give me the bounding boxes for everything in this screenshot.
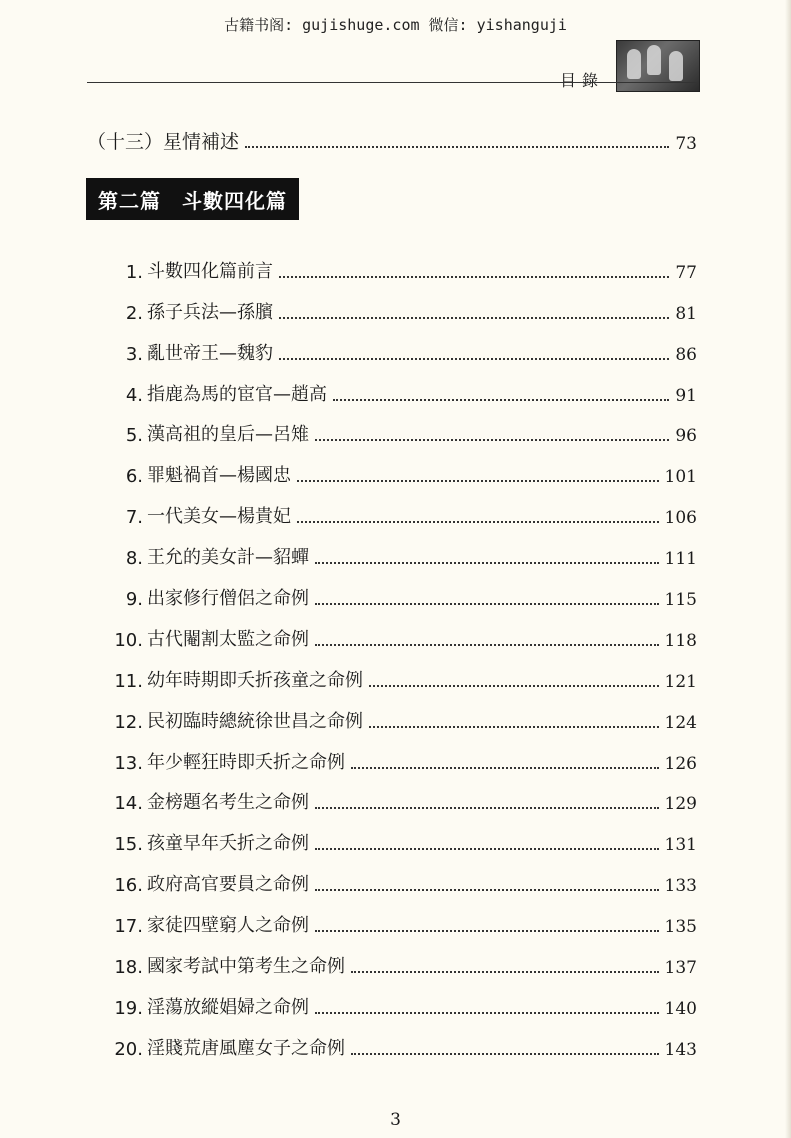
leader-dots	[315, 889, 659, 891]
toc-entry-title: 漢高祖的皇后—呂雉	[147, 424, 309, 446]
toc-list	[95, 242, 697, 1060]
toc-entry-number: 2.	[125, 302, 143, 324]
toc-entry-title: 金榜題名考生之命例	[147, 792, 309, 814]
toc-entry-page: 73	[675, 134, 697, 154]
leader-dots	[315, 930, 659, 932]
leader-dots	[245, 146, 669, 148]
leader-dots	[297, 521, 659, 523]
toc-entry-page: 140	[664, 998, 697, 1019]
toc-entry-number: 17.	[114, 916, 143, 938]
leader-dots	[315, 807, 659, 809]
toc-entry-title: 出家修行僧侶之命例	[147, 588, 309, 610]
leader-dots	[351, 1053, 659, 1055]
toc-entry-number: 10.	[114, 629, 143, 651]
toc-entry-number: 20.	[114, 1038, 143, 1060]
header-divider	[87, 82, 697, 83]
leader-dots	[279, 358, 669, 360]
leader-dots	[369, 726, 659, 728]
toc-entry-number: 18.	[114, 957, 143, 979]
leader-dots	[315, 848, 659, 850]
toc-entry-page: 106	[664, 508, 697, 529]
toc-entry-number: 15.	[114, 834, 143, 856]
toc-entry-title: 年少輕狂時即夭折之命例	[147, 751, 345, 773]
toc-entry-title: 淫賤荒唐風塵女子之命例	[147, 1037, 345, 1059]
toc-entry-title: （十三）星情補述	[87, 131, 240, 153]
toc-entry-title: 亂世帝王—魏豹	[147, 342, 273, 364]
toc-entry[interactable]	[95, 242, 697, 283]
toc-entry[interactable]	[95, 651, 697, 692]
leader-dots	[315, 562, 659, 564]
toc-entry[interactable]	[95, 528, 697, 569]
leader-dots	[315, 644, 659, 646]
hand-icon	[627, 49, 641, 79]
toc-entry-page: 129	[664, 794, 697, 815]
toc-entry-title: 一代美女—楊貴妃	[147, 506, 291, 528]
watermark-text: 古籍书阁: gujishuge.com 微信: yishanguji	[224, 16, 567, 34]
toc-entry-title: 王允的美女計—貂蟬	[147, 547, 309, 569]
toc-entry[interactable]	[95, 324, 697, 365]
toc-entry[interactable]	[95, 896, 697, 937]
toc-entry-title: 孫子兵法—孫臏	[147, 301, 273, 323]
toc-entry[interactable]	[95, 283, 697, 324]
toc-entry-page: 135	[664, 917, 697, 938]
toc-entry-page: 124	[664, 712, 697, 733]
toc-entry-number: 7.	[125, 507, 143, 529]
leader-dots	[297, 480, 659, 482]
section-title: 第二篇 斗數四化篇	[98, 188, 287, 213]
toc-entry-page: 137	[664, 958, 697, 979]
toc-entry[interactable]	[95, 365, 697, 406]
toc-entry[interactable]	[95, 446, 697, 487]
toc-entry-number: 4.	[125, 384, 143, 406]
leader-dots	[279, 317, 669, 319]
toc-entry-page: 96	[675, 426, 697, 447]
toc-entry-number: 6.	[125, 466, 143, 488]
leader-dots	[315, 439, 669, 441]
toc-entry-number: 11.	[114, 670, 143, 692]
toc-entry-page: 81	[675, 303, 697, 324]
toc-entry-title: 孩童早年夭折之命例	[147, 833, 309, 855]
toc-entry-page: 111	[664, 549, 697, 570]
toc-entry-page: 101	[664, 467, 697, 488]
leader-dots	[333, 399, 669, 401]
toc-entry-number: 13.	[114, 752, 143, 774]
toc-entry-number: 19.	[114, 997, 143, 1019]
toc-entry-previous[interactable]	[87, 122, 697, 154]
header-hands-image	[616, 40, 700, 92]
toc-entry-number: 14.	[114, 793, 143, 815]
toc-entry-page: 126	[664, 753, 697, 774]
leader-dots	[351, 971, 659, 973]
hand-icon	[647, 45, 661, 75]
toc-entry-title: 指鹿為馬的宦官—趙高	[147, 383, 327, 405]
toc-entry-page: 118	[664, 630, 697, 651]
toc-entry-title: 古代閹割太監之命例	[147, 628, 309, 650]
leader-dots	[315, 1012, 659, 1014]
hand-icon	[669, 51, 683, 81]
toc-entry-title: 幼年時期即夭折孩童之命例	[147, 669, 363, 691]
header-title: 目錄	[560, 71, 605, 90]
toc-entry-title: 罪魁禍首—楊國忠	[147, 465, 291, 487]
toc-entry-title: 家徒四壁窮人之命例	[147, 915, 309, 937]
toc-entry-number: 16.	[114, 875, 143, 897]
toc-entry-title: 民初臨時總統徐世昌之命例	[147, 710, 363, 732]
toc-entry-number: 1.	[125, 261, 143, 283]
toc-entry-title: 淫蕩放縱娼婦之命例	[147, 996, 309, 1018]
toc-entry-number: 5.	[125, 425, 143, 447]
toc-entry[interactable]	[95, 937, 697, 978]
toc-entry-page: 91	[675, 385, 697, 406]
toc-entry[interactable]	[95, 733, 697, 774]
toc-entry[interactable]	[95, 855, 697, 896]
toc-entry[interactable]	[95, 610, 697, 651]
leader-dots	[315, 603, 659, 605]
toc-entry-page: 86	[675, 344, 697, 365]
page-number: 3	[390, 1110, 401, 1130]
page-edge-shadow	[785, 0, 791, 1138]
toc-entry-page: 121	[664, 671, 697, 692]
toc-entry-page: 133	[664, 876, 697, 897]
toc-entry-number: 9.	[125, 589, 143, 611]
toc-entry[interactable]	[95, 774, 697, 815]
leader-dots	[351, 767, 659, 769]
toc-entry-page: 77	[675, 262, 697, 283]
toc-entry-page: 115	[664, 590, 697, 611]
toc-entry[interactable]	[95, 814, 697, 855]
toc-entry-page: 131	[664, 835, 697, 856]
toc-entry-title: 國家考試中第考生之命例	[147, 956, 345, 978]
toc-entry-title: 斗數四化篇前言	[147, 260, 273, 282]
section-heading	[86, 178, 299, 220]
leader-dots	[279, 276, 669, 278]
toc-entry-number: 12.	[114, 711, 143, 733]
toc-entry-title: 政府高官要員之命例	[147, 874, 309, 896]
toc-entry[interactable]	[95, 406, 697, 447]
toc-entry-number: 3.	[125, 343, 143, 365]
leader-dots	[369, 685, 659, 687]
toc-entry[interactable]	[95, 569, 697, 610]
toc-entry[interactable]	[95, 978, 697, 1019]
toc-entry[interactable]	[95, 487, 697, 528]
toc-entry[interactable]	[95, 692, 697, 733]
toc-entry-page: 143	[664, 1039, 697, 1060]
toc-entry-number: 8.	[125, 548, 143, 570]
toc-entry[interactable]	[95, 1019, 697, 1060]
